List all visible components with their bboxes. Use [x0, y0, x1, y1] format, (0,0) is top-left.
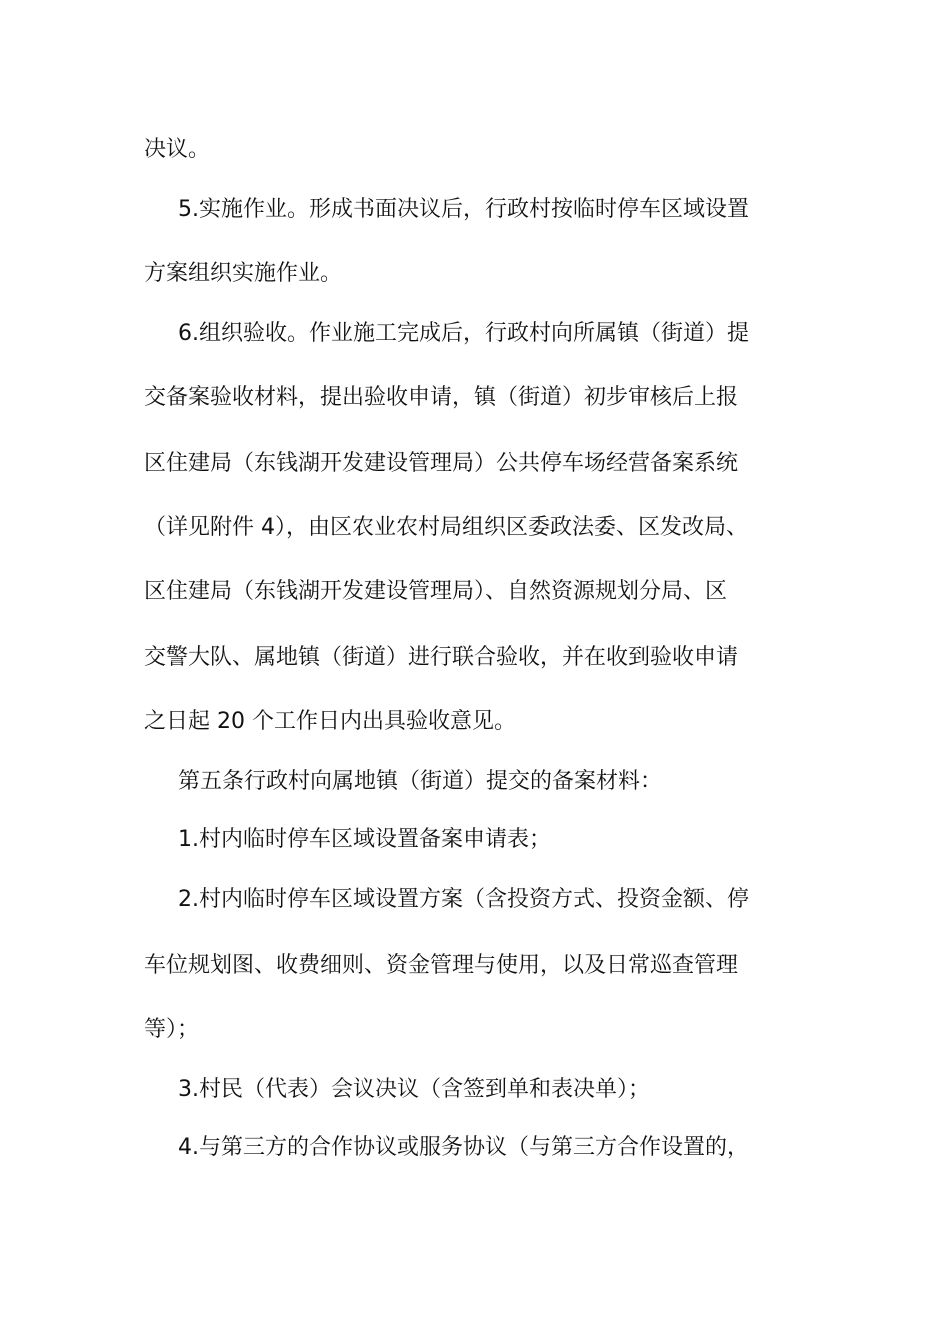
list-item: 2.村内临时停车区域设置方案（含投资方式、投资金额、停 — [178, 887, 749, 912]
text-line: 交警大队、属地镇（街道）进行联合验收，并在收到验收申请 — [144, 645, 739, 670]
text-line: 区住建局（东钱湖开发建设管理局）、自然资源规划分局、区 — [144, 579, 728, 604]
text-line: 决议。 — [144, 137, 211, 162]
text-line: 6.组织验收。作业施工完成后，行政村向所属镇（街道）提 — [178, 321, 749, 346]
text-line: 等）； — [144, 1017, 200, 1042]
text-line: 交备案验收材料，提出验收申请，镇（街道）初步审核后上报 — [144, 385, 739, 410]
list-item: 3.村民（代表）会议决议（含签到单和表决单）； — [178, 1077, 650, 1102]
article-heading: 第五条行政村向属地镇（街道）提交的备案材料： — [178, 769, 663, 794]
text-line: 方案组织实施作业。 — [144, 261, 343, 286]
text-line: （详见附件 4），由区农业农村局组织区委政法委、区发改局、 — [144, 515, 748, 540]
text-line: 之日起 20 个工作日内出具验收意见。 — [144, 709, 516, 734]
text-line: 区住建局（东钱湖开发建设管理局）公共停车场经营备案系统 — [144, 451, 739, 476]
list-item: 1.村内临时停车区域设置备案申请表； — [178, 827, 551, 852]
list-item: 4.与第三方的合作协议或服务协议（与第三方合作设置的， — [178, 1135, 749, 1160]
text-line: 车位规划图、收费细则、资金管理与使用，以及日常巡查管理 — [144, 953, 739, 978]
text-line: 5.实施作业。形成书面决议后，行政村按临时停车区域设置 — [178, 197, 749, 222]
